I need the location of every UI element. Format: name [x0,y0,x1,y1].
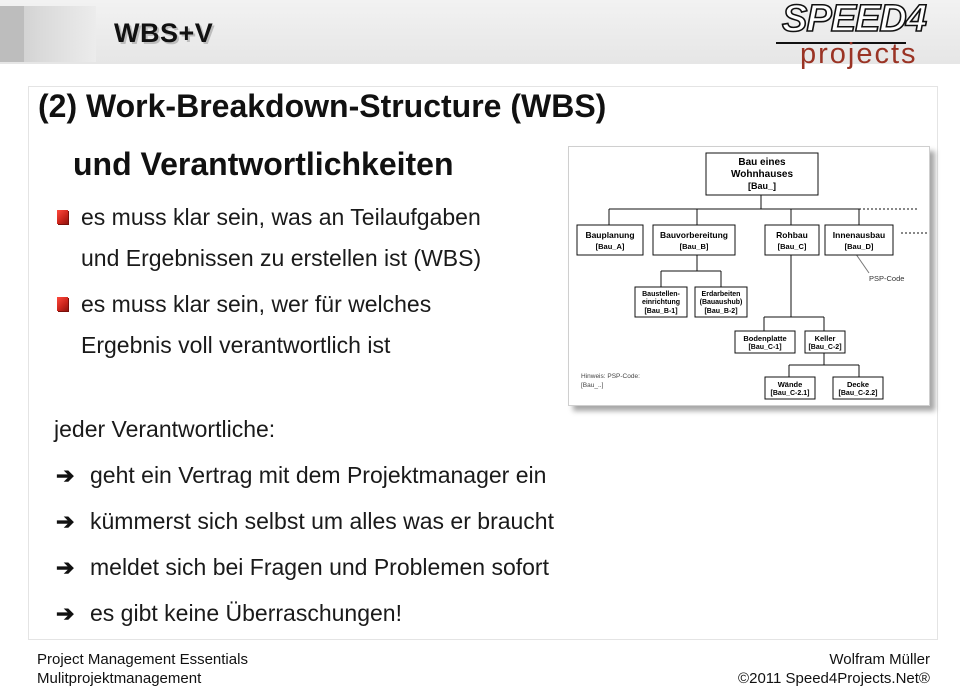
wbs-node-b1-line2: einrichtung [641,299,681,306]
header-title: WBS+V [114,18,214,48]
wbs-node-c22-code: [Bau_C-2.2] [838,390,878,397]
header-corner-decoration [0,6,96,62]
wbs-node-c21-code: [Bau_C-2.1] [770,390,810,397]
wbs-root-line1: Bau eines [738,157,786,168]
arrow-right-icon: ➔ [56,509,75,534]
wbs-node-c21-name: Wände [777,380,803,389]
wbs-node-bauvorbereitung-name: Bauvorbereitung [659,230,729,240]
wbs-node-b2-code: [Bau_B-2] [704,308,738,315]
arrow-item-4: es gibt keine Überraschungen! [90,600,402,626]
wbs-node-b2-line1: Erdarbeiten [701,291,741,298]
wbs-node-c2-name: Keller [814,334,836,343]
arrow-item-3: meldet sich bei Fragen und Problemen sofort [90,554,549,580]
wbs-diagram [568,146,930,406]
wbs-node-bauplanung-code: [Bau_A] [595,242,625,251]
red-square-bullet-icon [57,210,68,224]
wbs-node-b1-code: [Bau_B-1] [644,308,678,315]
wbs-node-bauvorbereitung-code: [Bau_B] [679,242,709,251]
wbs-node-c22-name: Decke [846,380,870,389]
slide-title-line1: (2) Work-Breakdown-Structure (WBS) [38,88,607,124]
footer-copyright: ©2011 Speed4Projects.Net® [738,670,930,687]
logo-speed4-text: SPEED4 [782,0,926,40]
bullet-1-line1: es muss klar sein, was an Teilaufgaben [81,204,481,230]
wbs-hint-line1: Hinweis: PSP-Code: [581,373,640,380]
wbs-root-line2: Wohnhauses [730,169,794,180]
wbs-node-c1-name: Bodenplatte [743,334,787,343]
wbs-node-c2-code: [Bau_C-2] [808,344,842,351]
wbs-root-code: [Bau_] [747,181,777,191]
wbs-node-innenausbau-name: Innenausbau [832,230,886,240]
footer-author: Wolfram Müller [829,651,930,668]
arrow-item-2: kümmerst sich selbst um alles was er braucht [90,508,554,534]
wbs-node-rohbau-name: Rohbau [776,230,808,240]
wbs-psp-code-label: PSP-Code [869,274,905,283]
wbs-diagram-svg [569,147,929,405]
arrow-right-icon: ➔ [56,601,75,626]
wbs-node-c1-code: [Bau_C-1] [748,344,782,351]
wbs-node-innenausbau-code: [Bau_D] [844,242,874,251]
arrow-right-icon: ➔ [56,463,75,488]
bullet-2-line2: Ergebnis voll verantwortlich ist [81,332,391,358]
header-corner-notch [0,6,24,62]
footer-course-title: Project Management Essentials [37,651,248,668]
bullet-2-line1: es muss klar sein, wer für welches [81,291,432,317]
red-square-bullet-icon [57,297,68,311]
speed4projects-logo [776,0,940,72]
logo-projects-text: projects [800,38,918,70]
wbs-node-bauplanung-name: Bauplanung [585,230,635,240]
wbs-node-b2-line2: (Bauaushub) [699,299,743,306]
bullet-1-line2: und Ergebnissen zu erstellen ist (WBS) [81,245,482,271]
responsible-heading: jeder Verantwortliche: [54,416,276,442]
wbs-hint-line2: [Bau_..] [581,382,604,389]
arrow-right-icon: ➔ [56,555,75,580]
wbs-node-rohbau-code: [Bau_C] [777,242,807,251]
footer-course-subtitle: Mulitprojektmanagement [37,670,202,687]
arrow-item-1: geht ein Vertrag mit dem Projektmanager ein [90,462,547,488]
wbs-node-b1-line1: Baustellen- [642,291,680,298]
slide-title-line2: und Verantwortlichkeiten [73,146,454,182]
